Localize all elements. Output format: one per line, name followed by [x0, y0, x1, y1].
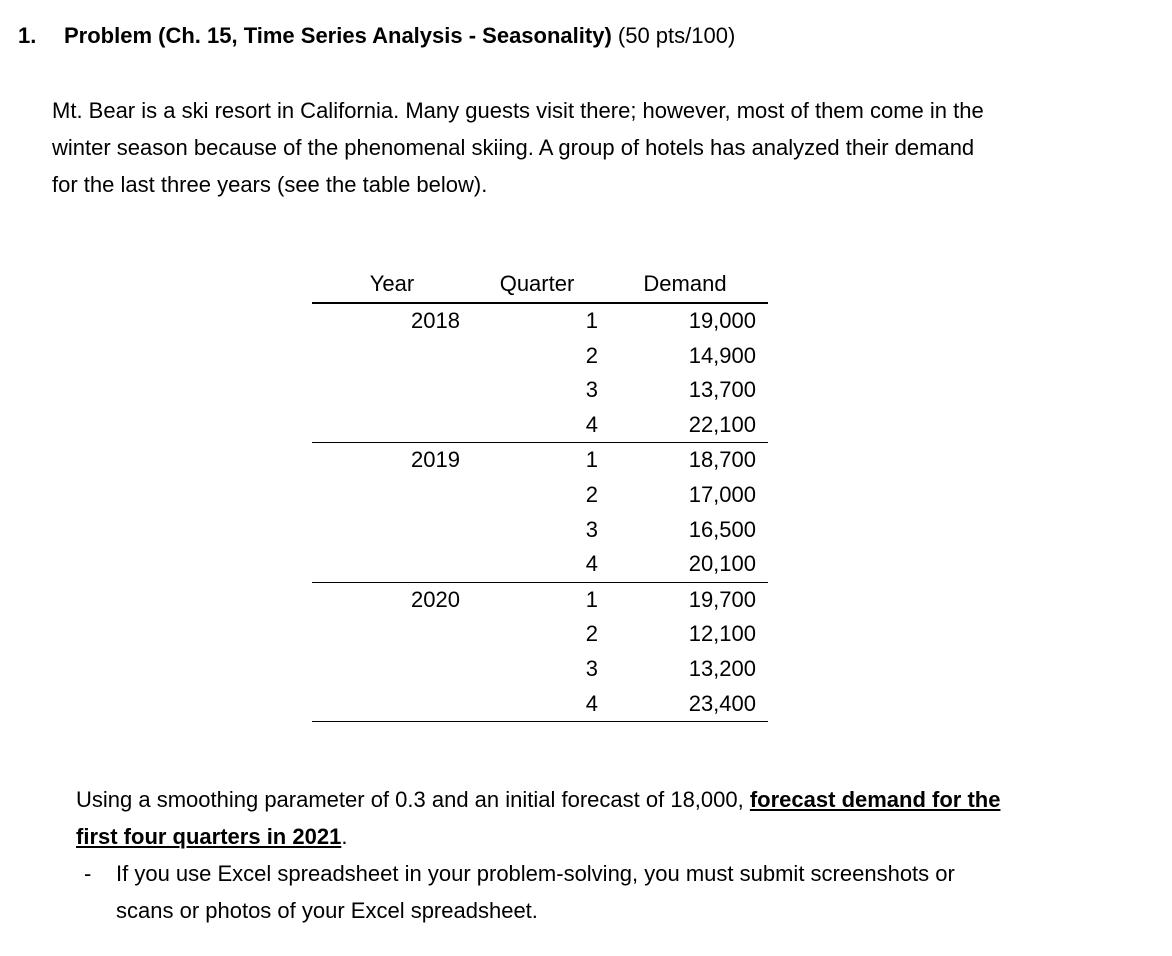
cell-quarter: 4 [472, 547, 602, 582]
cell-demand: 19,700 [688, 586, 756, 612]
note-line-2: scans or photos of your Excel spreadsheet. [116, 898, 538, 923]
cell-demand: 19,000 [688, 308, 756, 333]
table-row [312, 687, 768, 722]
cell-year [312, 547, 472, 582]
cell-quarter: 1 [585, 308, 598, 333]
cell-quarter: 4 [472, 408, 602, 443]
cell-year: 2020 [411, 586, 460, 612]
cell-demand: 12,100 [688, 621, 756, 647]
intro-line-2: winter season because of the phenomenal skiing. A group of hotels has analyzed their demand [52, 135, 975, 160]
problem-title: Problem (Ch. 15, Time Series Analysis - Seasonality) [64, 23, 612, 48]
table-header-row [312, 266, 768, 303]
cell-year: 2019 [411, 447, 460, 473]
cell-quarter: 1 [585, 586, 598, 612]
cell-quarter: 3 [585, 377, 598, 403]
cell-year [312, 513, 472, 548]
table-row [312, 478, 768, 513]
table-row [312, 443, 768, 478]
cell-year: 2018 [411, 308, 460, 333]
intro-line-3: for the last three years (see the table below). [52, 172, 488, 197]
table-row [312, 408, 768, 443]
bullet-dash: - [84, 861, 92, 886]
instruction-line-2 [76, 818, 1116, 855]
cell-year [312, 652, 472, 687]
cell-quarter: 2 [585, 621, 598, 647]
cell-demand: 14,900 [688, 342, 756, 368]
cell-demand: 20,100 [602, 547, 768, 582]
table-row [312, 339, 768, 374]
note-text [116, 855, 1116, 929]
instruction-line-1 [76, 781, 1116, 818]
cell-quarter: 1 [585, 447, 598, 473]
cell-quarter: 3 [585, 516, 598, 542]
table-row [312, 547, 768, 582]
cell-year [312, 408, 472, 443]
problem-points: (50 pts/100) [617, 23, 736, 48]
note-line-1: If you use Excel spreadsheet in your problem-solving, you must submit screenshots or [116, 861, 955, 886]
cell-demand: 13,200 [688, 655, 756, 681]
cell-year [312, 687, 472, 722]
cell-demand: 18,700 [688, 447, 756, 473]
cell-year [312, 478, 472, 513]
header-quarter: Quarter [472, 266, 602, 303]
instruction-emphasis-2: first four quarters in 2021 [76, 824, 342, 849]
cell-year [312, 339, 472, 374]
table-row [312, 513, 768, 548]
excel-note [76, 855, 1116, 929]
cell-demand: 23,400 [602, 687, 768, 722]
cell-quarter: 2 [585, 481, 598, 507]
table-body [312, 303, 768, 722]
cell-quarter: 2 [585, 342, 598, 368]
intro-line-1: Mt. Bear is a ski resort in California. Many guests visit there; however, most of them come in the [52, 98, 984, 123]
instruction-period: . [341, 824, 348, 849]
cell-year [312, 373, 472, 408]
problem-heading [18, 22, 735, 50]
cell-demand: 16,500 [688, 516, 756, 542]
intro-paragraph [52, 92, 1112, 203]
cell-demand: 22,100 [602, 408, 768, 443]
cell-quarter: 4 [472, 687, 602, 722]
table-row [312, 373, 768, 408]
table-row [312, 582, 768, 617]
header-year: Year [312, 266, 472, 303]
cell-demand: 17,000 [688, 481, 756, 507]
instruction-text: Using a smoothing parameter of 0.3 and an initial forecast of 18,000, [76, 787, 750, 812]
cell-year [312, 617, 472, 652]
instruction [76, 781, 1116, 855]
table-row [312, 652, 768, 687]
table-row [312, 617, 768, 652]
header-demand: Demand [602, 266, 768, 303]
cell-quarter: 3 [585, 655, 598, 681]
cell-demand: 13,700 [688, 377, 756, 403]
problem-number: 1. [18, 23, 37, 48]
demand-table [312, 266, 768, 722]
instruction-emphasis-1: forecast demand for the [749, 787, 1001, 812]
table-row [312, 303, 768, 339]
